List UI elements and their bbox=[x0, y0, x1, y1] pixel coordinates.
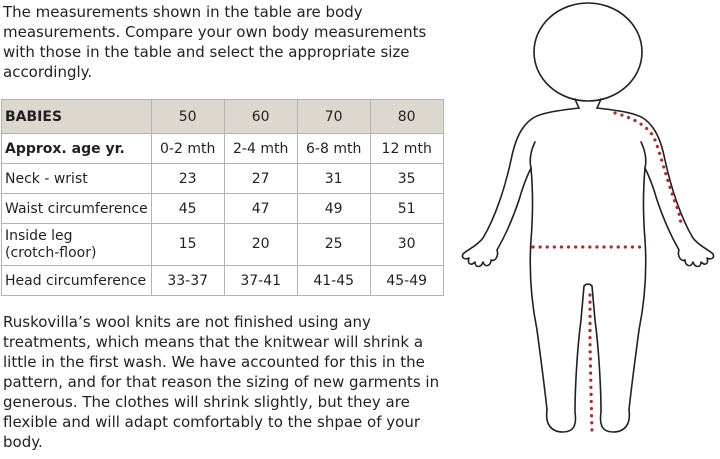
table-row bbox=[2, 266, 444, 296]
table-cell: 30 bbox=[370, 224, 443, 266]
table-header-row bbox=[2, 100, 444, 134]
header-size-80: 80 bbox=[370, 100, 443, 134]
header-size-70: 70 bbox=[297, 100, 370, 134]
row-label bbox=[2, 224, 152, 266]
baby-body-outline-icon bbox=[455, 0, 720, 459]
table-cell: 45-49 bbox=[370, 266, 443, 296]
table-cell: 12 mth bbox=[370, 134, 443, 164]
right-armpit-line bbox=[641, 142, 646, 168]
table-row bbox=[2, 164, 444, 194]
table-cell: 47 bbox=[224, 194, 297, 224]
row-label: Waist circumference bbox=[2, 194, 152, 224]
table-cell: 6-8 mth bbox=[297, 134, 370, 164]
table-cell: 25 bbox=[297, 224, 370, 266]
table-cell: 20 bbox=[224, 224, 297, 266]
table-row bbox=[2, 134, 444, 164]
table-cell: 31 bbox=[297, 164, 370, 194]
table-cell: 27 bbox=[224, 164, 297, 194]
row-label: Neck - wrist bbox=[2, 164, 152, 194]
body-outline bbox=[462, 3, 713, 432]
row-label: Approx. age yr. bbox=[2, 134, 152, 164]
header-size-60: 60 bbox=[224, 100, 297, 134]
header-babies: BABIES bbox=[2, 100, 152, 134]
measurement-lines bbox=[533, 113, 681, 432]
table-cell: 23 bbox=[151, 164, 224, 194]
header-size-50: 50 bbox=[151, 100, 224, 134]
head-outline bbox=[534, 3, 642, 101]
row-label-line: Inside leg bbox=[5, 227, 73, 244]
size-table bbox=[1, 99, 444, 296]
shrinkage-paragraph: Ruskovilla’s wool knits are not finished using any treatments, which means that the knitwear will shrink a little in the first wash. We have accounted for this in the pattern, and for that reason the sizing of new garments in generous. The clothes will shrink slightly, but they are flexible and will adapt comfortably to the shpae of your body. bbox=[3, 313, 440, 451]
table-cell: 49 bbox=[297, 194, 370, 224]
intro-paragraph: The measurements shown in the table are body measurements. Compare your own body measurements with those in the table and select the appropriate size accordingly. bbox=[3, 3, 427, 81]
row-label: Head circumference bbox=[2, 266, 152, 296]
table-cell: 41-45 bbox=[297, 266, 370, 296]
table-cell: 0-2 mth bbox=[151, 134, 224, 164]
table-cell: 37-41 bbox=[224, 266, 297, 296]
table-row bbox=[2, 224, 444, 266]
table-cell: 2-4 mth bbox=[224, 134, 297, 164]
inside-leg-measure-line bbox=[590, 295, 592, 432]
table-row bbox=[2, 194, 444, 224]
table-cell: 35 bbox=[370, 164, 443, 194]
left-armpit-line bbox=[530, 142, 535, 168]
neck-wrist-measure-line bbox=[615, 113, 681, 226]
table-cell: 15 bbox=[151, 224, 224, 266]
row-label-line: (crotch-floor) bbox=[5, 244, 97, 261]
table-cell: 45 bbox=[151, 194, 224, 224]
body-silhouette bbox=[462, 108, 713, 432]
table-cell: 33-37 bbox=[151, 266, 224, 296]
table-cell: 51 bbox=[370, 194, 443, 224]
